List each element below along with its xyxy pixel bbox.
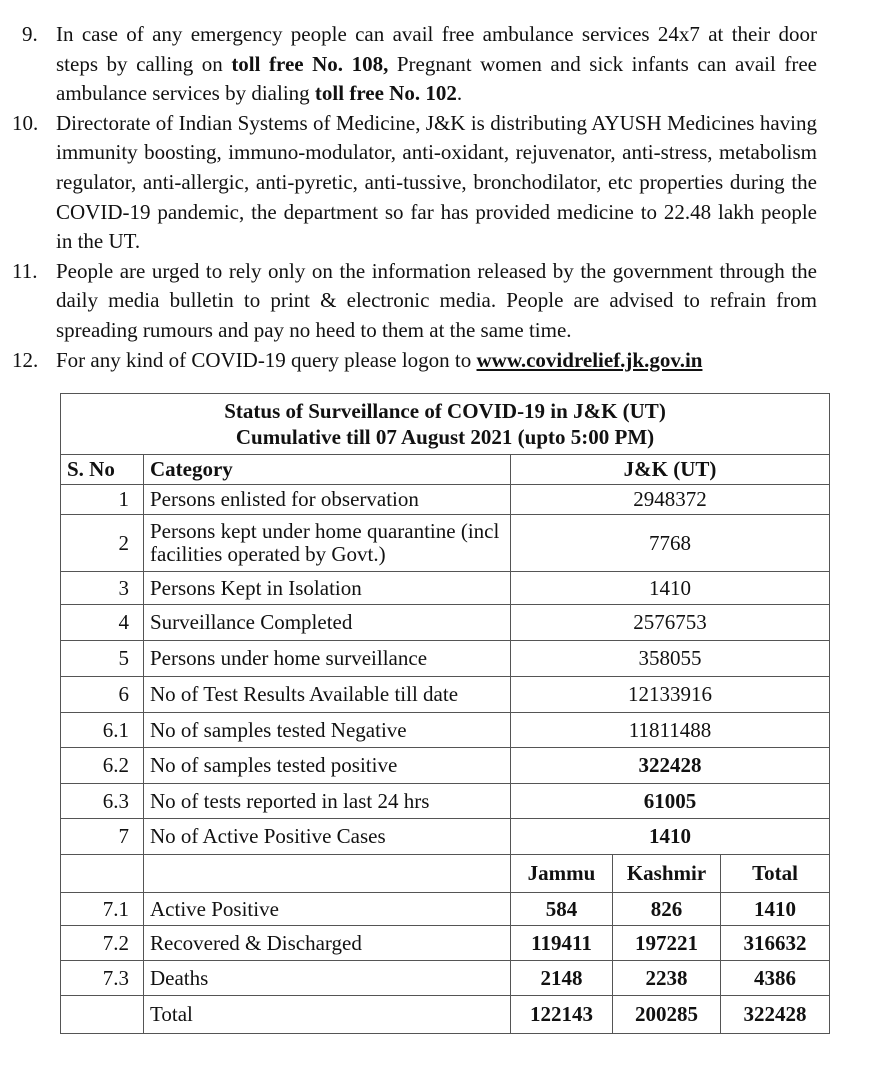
list-item xyxy=(12,257,817,346)
kashmir-cell: 200285 xyxy=(613,996,721,1034)
sno-cell: 7.1 xyxy=(61,893,144,926)
table-title xyxy=(61,394,830,455)
table-row xyxy=(61,485,830,515)
list-item-text: People are urged to rely only on the information released by the government through the daily media bulletin to print & electronic media. People are advised to refrain from spreading rumours and pay no heed to them at the same time. xyxy=(56,258,817,342)
sno-cell: 4 xyxy=(61,605,144,641)
header-kashmir: Kashmir xyxy=(613,855,721,893)
list-item-text: In case of any emergency people can avail free ambulance services 24x7 at their door steps by calling on xyxy=(56,22,817,76)
category-cell: Active Positive xyxy=(144,893,511,926)
header-category: Category xyxy=(144,455,511,485)
sno-cell: 7.3 xyxy=(61,961,144,996)
sno-cell: 6.1 xyxy=(61,713,144,748)
value-cell: 1410 xyxy=(511,819,830,855)
empty-cell xyxy=(61,855,144,893)
table-row xyxy=(61,926,830,961)
sno-cell: 7.2 xyxy=(61,926,144,961)
kashmir-cell: 197221 xyxy=(613,926,721,961)
jammu-cell: 584 xyxy=(511,893,613,926)
category-cell: No of Test Results Available till date xyxy=(144,677,511,713)
category-cell: Surveillance Completed xyxy=(144,605,511,641)
empty-cell xyxy=(144,855,511,893)
header-total: Total xyxy=(721,855,830,893)
total-cell: 4386 xyxy=(721,961,830,996)
category-cell: No of Active Positive Cases xyxy=(144,819,511,855)
table-row xyxy=(61,996,830,1034)
jammu-cell: 2148 xyxy=(511,961,613,996)
table-row xyxy=(61,641,830,677)
total-cell: 1410 xyxy=(721,893,830,926)
value-cell: 322428 xyxy=(511,748,830,784)
list-item xyxy=(12,109,817,257)
total-cell: 322428 xyxy=(721,996,830,1034)
table-row xyxy=(61,893,830,926)
table-row xyxy=(61,677,830,713)
table-row xyxy=(61,961,830,996)
list-item xyxy=(22,20,817,109)
kashmir-cell: 2238 xyxy=(613,961,721,996)
category-cell: No of tests reported in last 24 hrs xyxy=(144,784,511,819)
list-item-text: For any kind of COVID-19 query please logon to xyxy=(56,347,477,372)
value-cell: 61005 xyxy=(511,784,830,819)
table-row xyxy=(61,605,830,641)
bold-text: toll free No. 102 xyxy=(314,81,457,106)
list-item-number: 10. xyxy=(12,110,39,135)
table-title-row xyxy=(61,394,830,455)
table-row xyxy=(61,713,830,748)
table-row xyxy=(61,748,830,784)
category-cell: Persons enlisted for observation xyxy=(144,485,511,515)
sno-cell: 7 xyxy=(61,819,144,855)
table-title-line2: Cumulative till 07 August 2021 (upto 5:00 PM) xyxy=(235,425,655,449)
covid-relief-link[interactable]: www.covidrelief.jk.gov.in xyxy=(476,347,703,372)
jammu-cell: 119411 xyxy=(511,926,613,961)
numbered-advisory-list xyxy=(12,20,818,375)
list-item-number: 12. xyxy=(12,347,39,372)
table-title-line1: Status of Surveillance of COVID-19 in J&K (UT) xyxy=(224,399,666,423)
category-cell: No of samples tested Negative xyxy=(144,713,511,748)
table-row xyxy=(61,572,830,605)
jammu-cell: 122143 xyxy=(511,996,613,1034)
category-cell: No of samples tested positive xyxy=(144,748,511,784)
list-item-text: Pregnant women and sick infants can avail free ambulance services by dialing xyxy=(56,51,818,106)
value-cell: 2576753 xyxy=(511,605,830,641)
sno-cell: 1 xyxy=(61,485,144,515)
total-cell: 316632 xyxy=(721,926,830,961)
table-row xyxy=(61,784,830,819)
sno-cell: 3 xyxy=(61,572,144,605)
table-row xyxy=(61,515,830,572)
category-cell: Total xyxy=(144,996,511,1034)
table-row xyxy=(61,819,830,855)
kashmir-cell: 826 xyxy=(613,893,721,926)
sno-cell: 6.2 xyxy=(61,748,144,784)
category-cell: Persons under home surveillance xyxy=(144,641,511,677)
category-cell: Recovered & Discharged xyxy=(144,926,511,961)
list-item-number: 9. xyxy=(22,22,38,46)
bold-text: toll free No. 108, xyxy=(231,51,389,76)
list-item-text: Directorate of Indian Systems of Medicine, J&K is distributing AYUSH Medicines having immunity boosting, immuno-modulator, anti-oxidant, rejuvenator, anti-stress, metabolism regulator, anti-allergic, anti-pyretic, anti-tussive, bronchodilator, etc properties during the COVID-19 pandemic, the department so far has provided medicine to 22.48 lakh people in the UT. xyxy=(56,110,817,254)
value-cell: 7768 xyxy=(511,515,830,572)
value-cell: 2948372 xyxy=(511,485,830,515)
list-item xyxy=(12,346,817,376)
sno-cell: 2 xyxy=(61,515,144,572)
region-header-row xyxy=(61,855,830,893)
category-cell: Deaths xyxy=(144,961,511,996)
table-header-row xyxy=(61,455,830,485)
category-cell: Persons Kept in Isolation xyxy=(144,572,511,605)
value-cell: 11811488 xyxy=(511,713,830,748)
sno-cell: 6.3 xyxy=(61,784,144,819)
value-cell: 12133916 xyxy=(511,677,830,713)
header-sno: S. No xyxy=(61,455,144,485)
list-item-text: . xyxy=(456,81,463,106)
value-cell: 358055 xyxy=(511,641,830,677)
sno-cell: 6 xyxy=(61,677,144,713)
header-value: J&K (UT) xyxy=(511,455,830,485)
header-jammu: Jammu xyxy=(511,855,613,893)
value-cell: 1410 xyxy=(511,572,830,605)
list-item-number: 11. xyxy=(12,258,38,283)
category-cell: Persons kept under home quarantine (incl facilities operated by Govt.) xyxy=(144,515,511,572)
sno-cell: 5 xyxy=(61,641,144,677)
surveillance-status-table xyxy=(60,393,830,1034)
sno-cell xyxy=(61,996,144,1034)
